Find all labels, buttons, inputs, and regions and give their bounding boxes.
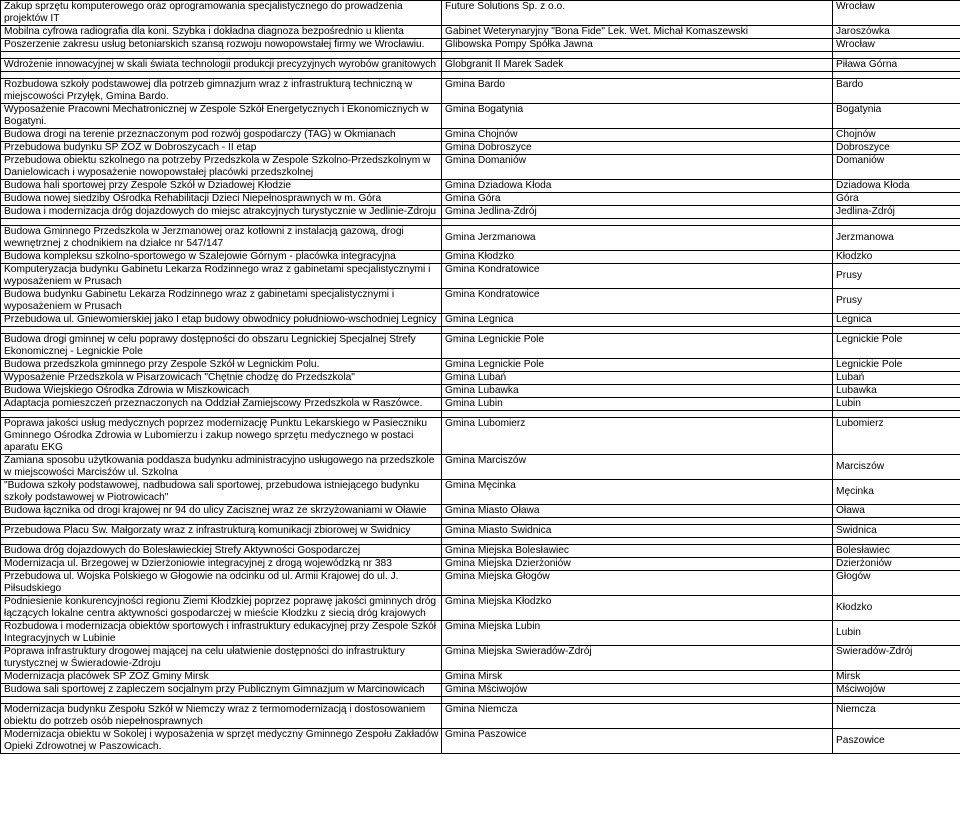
city-cell: Legnickie Pole	[833, 334, 960, 359]
beneficiary-cell: Gmina Lubomierz	[442, 418, 833, 455]
table-row	[1, 264, 960, 289]
beneficiary-cell: Gmina Legnica	[442, 314, 833, 327]
city-cell: Świdnica	[833, 525, 960, 538]
project-cell: Budowa nowej siedziby Ośrodka Rehabilitacji Dzieci Niepełnosprawnych w m. Góra	[1, 193, 442, 206]
city-cell: Dzierżoniów	[833, 558, 960, 571]
city-cell: Piława Górna	[833, 59, 960, 72]
table-row	[1, 39, 960, 52]
table-row	[1, 142, 960, 155]
beneficiary-cell: Globgranit II Marek Sadek	[442, 59, 833, 72]
row-spacer	[1, 52, 960, 59]
table-row	[1, 398, 960, 411]
beneficiary-cell: Gmina Miasto Świdnica	[442, 525, 833, 538]
table-row	[1, 505, 960, 518]
project-cell: Rozbudowa szkoły podstawowej dla potrzeb gimnazjum wraz z infrastrukturą techniczną w miejscowości Przyłęk, Gmina Bardo.	[1, 79, 442, 104]
beneficiary-cell: Gmina Bardo	[442, 79, 833, 104]
project-cell: Podniesienie konkurencyjności regionu Ziemi Kłodzkiej poprzez poprawę jakości gminnych dróg łączących lokalne centra aktywności gospodarczej w mieście Kłodzku z siecią dróg krajowych	[1, 596, 442, 621]
table-row	[1, 480, 960, 505]
beneficiary-cell: Gmina Bogatynia	[442, 104, 833, 129]
beneficiary-cell: Gmina Miejska Kłodzko	[442, 596, 833, 621]
row-spacer	[1, 327, 960, 334]
table-row	[1, 334, 960, 359]
city-cell: Legnica	[833, 314, 960, 327]
city-cell: Wrocław	[833, 39, 960, 52]
project-cell: Wyposażenie Przedszkola w Pisarzowicach "Chętnie chodzę do Przedszkola"	[1, 372, 442, 385]
project-cell: Przebudowa obiektu szkolnego na potrzeby Przedszkola w Zespole Szkolno-Przedszkolnym w Danielowicach i wyposażenie nowopowstałej placówki przedszkolnej	[1, 155, 442, 180]
city-cell: Dobroszyce	[833, 142, 960, 155]
beneficiary-cell: Gmina Legnickie Pole	[442, 334, 833, 359]
project-cell: Budowa sali sportowej z zapleczem socjalnym przy Publicznym Gimnazjum w Marcinowicach	[1, 684, 442, 697]
table-row	[1, 621, 960, 646]
table-row	[1, 104, 960, 129]
city-cell: Męcinka	[833, 480, 960, 505]
beneficiary-cell: Gmina Dziadowa Kłoda	[442, 180, 833, 193]
table-row	[1, 571, 960, 596]
project-cell: Budowa Gminnego Przedszkola w Jerzmanowej oraz kotłowni z instalacją gazową, drogi wewnętrznej z chodnikiem na działce nr 547/147	[1, 226, 442, 251]
city-cell: Marciszów	[833, 455, 960, 480]
project-cell: Budowa drogi gminnej w celu poprawy dostępności do obszaru Legnickiej Specjalnej Strefy Ekonomicznej - Legnickie Pole	[1, 334, 442, 359]
project-cell: Budowa kompleksu szkolno-sportowego w Szalejowie Górnym - placówka integracyjna	[1, 251, 442, 264]
table-row	[1, 193, 960, 206]
project-cell: Modernizacja placówek SP ZOZ Gminy Mirsk	[1, 671, 442, 684]
city-cell: Chojnów	[833, 129, 960, 142]
table-row	[1, 729, 960, 754]
row-spacer	[1, 697, 960, 704]
city-cell: Bogatynia	[833, 104, 960, 129]
city-cell: Mirsk	[833, 671, 960, 684]
table-row	[1, 704, 960, 729]
city-cell: Kłodzko	[833, 251, 960, 264]
city-cell: Dziadowa Kłoda	[833, 180, 960, 193]
project-cell: Budowa dróg dojazdowych do Bolesławieckiej Strefy Aktywności Gospodarczej	[1, 545, 442, 558]
project-cell: Modernizacja obiektu w Sokolej i wyposażenia w sprzęt medyczny Gminnego Zespołu Zakładów Opieki Zdrowotnej w Paszowicach.	[1, 729, 442, 754]
table-row	[1, 684, 960, 697]
beneficiary-cell: Future Solutions Sp. z o.o.	[442, 1, 833, 26]
beneficiary-cell: Gmina Marciszów	[442, 455, 833, 480]
beneficiary-cell: Gmina Mściwojów	[442, 684, 833, 697]
city-cell: Prusy	[833, 264, 960, 289]
table-row	[1, 206, 960, 219]
city-cell: Lubawka	[833, 385, 960, 398]
city-cell: Jaroszówka	[833, 26, 960, 39]
project-cell: Zakup sprzętu komputerowego oraz oprogramowania specjalistycznego do prowadzenia projektów IT	[1, 1, 442, 26]
beneficiary-cell: Gmina Lubawka	[442, 385, 833, 398]
table-row	[1, 129, 960, 142]
beneficiary-cell: Gmina Dobroszyce	[442, 142, 833, 155]
city-cell: Bardo	[833, 79, 960, 104]
beneficiary-cell: Gmina Lubin	[442, 398, 833, 411]
beneficiary-cell: Gmina Miejska Dzierżoniów	[442, 558, 833, 571]
city-cell: Góra	[833, 193, 960, 206]
table-row	[1, 418, 960, 455]
project-cell: Budowa Wiejskiego Ośrodka Zdrowia w Miszkowicach	[1, 385, 442, 398]
beneficiary-cell: Gmina Mirsk	[442, 671, 833, 684]
table-row	[1, 359, 960, 372]
city-cell: Mściwojów	[833, 684, 960, 697]
project-cell: Rozbudowa i modernizacja obiektów sportowych i infrastruktury edukacyjnej przy Zespole Szkół Integracyjnych w Lubinie	[1, 621, 442, 646]
table-row	[1, 180, 960, 193]
table-row	[1, 646, 960, 671]
beneficiary-cell: Gmina Miejska Bolesławiec	[442, 545, 833, 558]
project-cell: Wdrożenie innowacyjnej w skali świata technologii produkcji precyzyjnych wyrobów granitowych	[1, 59, 442, 72]
project-cell: Budowa łącznika od drogi krajowej nr 94 do ulicy Zacisznej wraz ze skrzyżowaniami w Oławie	[1, 505, 442, 518]
beneficiary-cell: Gmina Góra	[442, 193, 833, 206]
table-row	[1, 671, 960, 684]
table-row	[1, 372, 960, 385]
beneficiary-cell: Gmina Męcinka	[442, 480, 833, 505]
table-row	[1, 79, 960, 104]
city-cell: Lubin	[833, 621, 960, 646]
project-cell: Modernizacja ul. Brzegowej w Dzierżoniowie integracyjnej z drogą wojewódzką nr 383	[1, 558, 442, 571]
project-cell: Modernizacja budynku Zespołu Szkół w Niemczy wraz z termomodernizacją i dostosowaniem obiektu do potrzeb osób niepełnosprawnych	[1, 704, 442, 729]
beneficiary-cell: Gmina Jedlina-Zdrój	[442, 206, 833, 219]
city-cell: Prusy	[833, 289, 960, 314]
city-cell: Bolesławiec	[833, 545, 960, 558]
table-row	[1, 26, 960, 39]
beneficiary-cell: Gmina Miejska Świeradów-Zdrój	[442, 646, 833, 671]
projects-table-body	[1, 1, 960, 754]
beneficiary-cell: Gmina Niemcza	[442, 704, 833, 729]
beneficiary-cell: Gmina Domaniów	[442, 155, 833, 180]
city-cell: Lubin	[833, 398, 960, 411]
city-cell: Lubań	[833, 372, 960, 385]
beneficiary-cell: Gabinet Weterynaryjny "Bona Fide" Lek. Wet. Michał Komaszewski	[442, 26, 833, 39]
beneficiary-cell: Gmina Paszowice	[442, 729, 833, 754]
table-row	[1, 596, 960, 621]
beneficiary-cell: Gmina Lubań	[442, 372, 833, 385]
city-cell: Oława	[833, 505, 960, 518]
project-cell: Budowa drogi na terenie przeznaczonym pod rozwój gospodarczy (TAG) w Okmianach	[1, 129, 442, 142]
project-cell: "Budowa szkoły podstawowej, nadbudowa sali sportowej, przebudowa istniejącego budynku szkoły podstawowej w Piotrowicach"	[1, 480, 442, 505]
beneficiary-cell: Gmina Kondratowice	[442, 264, 833, 289]
beneficiary-cell: Gmina Miejska Lubin	[442, 621, 833, 646]
project-cell: Adaptacja pomieszczeń przeznaczonych na Oddział Zamiejscowy Przedszkola w Raszówce.	[1, 398, 442, 411]
table-row	[1, 525, 960, 538]
city-cell: Jerzmanowa	[833, 226, 960, 251]
project-cell: Poprawa infrastruktury drogowej mającej na celu ułatwienie dostępności do infrastruktury turystycznej w Świeradowie-Zdroju	[1, 646, 442, 671]
project-cell: Mobilna cyfrowa radiografia dla koni. Szybka i dokładna diagnoza bezpośrednio u klienta	[1, 26, 442, 39]
beneficiary-cell: Gmina Chojnów	[442, 129, 833, 142]
city-cell: Głogów	[833, 571, 960, 596]
project-cell: Poprawa jakości usług medycznych poprzez modernizację Punktu Lekarskiego w Pasieczniku Gminnego Ośrodka Zdrowia w Lubomierzu i zakup nowego sprzętu medycznego w postaci aparatu EKG	[1, 418, 442, 455]
city-cell: Paszowice	[833, 729, 960, 754]
project-cell: Budowa budynku Gabinetu Lekarza Rodzinnego wraz z gabinetami specjalistycznymi i wyposażeniem w Prusach	[1, 289, 442, 314]
beneficiary-cell: Gmina Kondratowice	[442, 289, 833, 314]
beneficiary-cell: Gmina Kłodzko	[442, 251, 833, 264]
row-spacer	[1, 518, 960, 525]
city-cell: Domaniów	[833, 155, 960, 180]
table-row	[1, 251, 960, 264]
project-cell: Budowa przedszkola gminnego przy Zespole Szkół w Legnickim Polu.	[1, 359, 442, 372]
project-cell: Zamiana sposobu użytkowania poddasza budynku administracyjno usługowego na przedszkole w miejscowości Marcisźów ul. Szkolna	[1, 455, 442, 480]
table-row	[1, 155, 960, 180]
beneficiary-cell: Gmina Jerzmanowa	[442, 226, 833, 251]
row-spacer	[1, 219, 960, 226]
beneficiary-cell: Glibowska Pompy Spółka Jawna	[442, 39, 833, 52]
city-cell: Niemcza	[833, 704, 960, 729]
table-row	[1, 545, 960, 558]
beneficiary-cell: Gmina Miasto Oława	[442, 505, 833, 518]
project-cell: Budowa hali sportowej przy Zespole Szkół w Dziadowej Kłodzie	[1, 180, 442, 193]
city-cell: Świeradów-Zdrój	[833, 646, 960, 671]
table-row	[1, 289, 960, 314]
table-row	[1, 1, 960, 26]
beneficiary-cell: Gmina Legnickie Pole	[442, 359, 833, 372]
project-cell: Poszerzenie zakresu usług betoniarskich szansą rozwoju nowopowstałej firmy we Wrocławiu.	[1, 39, 442, 52]
city-cell: Jedlina-Zdrój	[833, 206, 960, 219]
project-cell: Przebudowa ul. Wojska Polskiego w Głogowie na odcinku od ul. Armii Krajowej do ul. J. Piłsudskiego	[1, 571, 442, 596]
city-cell: Wrocław	[833, 1, 960, 26]
table-row	[1, 385, 960, 398]
table-row	[1, 226, 960, 251]
project-cell: Budowa i modernizacja dróg dojazdowych do miejsc atrakcyjnych turystycznie w Jedlinie-Zdroju	[1, 206, 442, 219]
table-row	[1, 558, 960, 571]
table-row	[1, 314, 960, 327]
table-row	[1, 455, 960, 480]
project-cell: Komputeryzacja budynku Gabinetu Lekarza Rodzinnego wraz z gabinetami specjalistycznymi i wyposażeniem w Prusach	[1, 264, 442, 289]
city-cell: Kłodzko	[833, 596, 960, 621]
city-cell: Lubomierz	[833, 418, 960, 455]
row-spacer	[1, 538, 960, 545]
project-cell: Przebudowa budynku SP ZOZ w Dobroszycach - II etap	[1, 142, 442, 155]
table-row	[1, 59, 960, 72]
row-spacer	[1, 411, 960, 418]
city-cell: Legnickie Pole	[833, 359, 960, 372]
row-spacer	[1, 72, 960, 79]
project-cell: Wyposażenie Pracowni Mechatronicznej w Zespole Szkół Energetycznych i Ekonomicznych w Bogatyni.	[1, 104, 442, 129]
project-cell: Przebudowa ul. Gniewomierskiej jako I etap budowy obwodnicy południowo-wschodniej Legnicy	[1, 314, 442, 327]
project-cell: Przebudowa Placu Św. Małgorzaty wraz z infrastrukturą komunikacji zbiorowej w Świdnicy	[1, 525, 442, 538]
beneficiary-cell: Gmina Miejska Głogów	[442, 571, 833, 596]
